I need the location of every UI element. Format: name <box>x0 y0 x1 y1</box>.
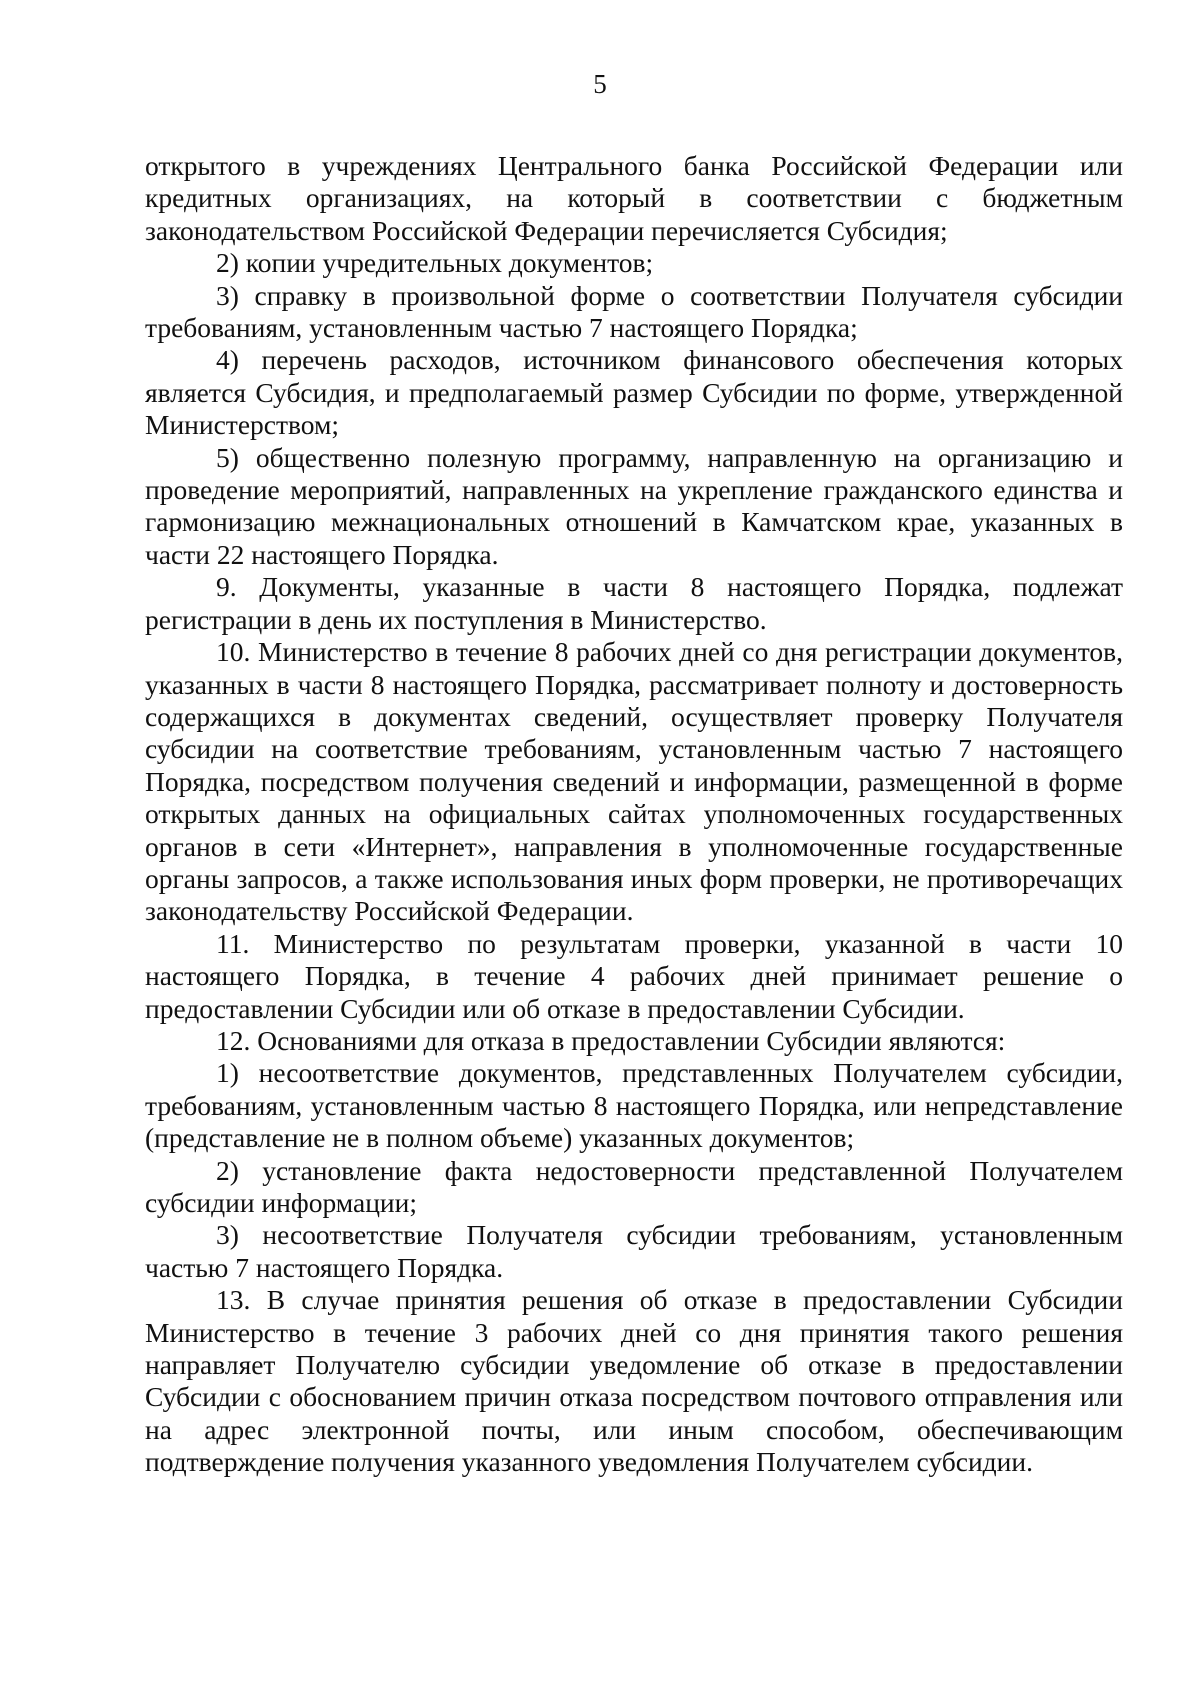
clause-12-item-1: 1) несоответствие документов, представленных Получателем субсидии, требованиям, установленным частью 8 настоящего Порядка, или непредставление (представление не в полном объеме) указанных документов; <box>145 1057 1123 1154</box>
list-item-2: 2) копии учредительных документов; <box>216 247 654 279</box>
clause-12-item-2: 2) установление факта недостоверности представленной Получателем субсидии информации; <box>145 1154 1123 1218</box>
list-item-5: 5) общественно полезную программу, направленную на организацию и проведение мероприятий, направленных на укрепление гражданского единства и гармонизацию межнациональных отношений в Камчатском крае, указанных в части 22 настоящего Порядка. <box>145 441 1123 570</box>
clause-13: 13. В случае принятия решения об отказе в предоставлении Субсидии Министерство в течение 3 рабочих дней со дня принятия такого решения направляет Получателю субсидии уведомление об отказе в предоставлении Субсидии с обоснованием причин отказа посредством почтового отправления или на адрес электронной почты, или иным способом, обеспечивающим подтверждение получения указанного уведомления Получателем субсидии. <box>145 1284 1123 1478</box>
clause-12: 12. Основаниями для отказа в предоставлении Субсидии являются: <box>216 1024 1006 1056</box>
document-body <box>145 150 1123 1479</box>
list-item-4: 4) перечень расходов, источником финансового обеспечения которых является Субсидия, и предполагаемый размер Субсидии по форме, утвержденной Министерством; <box>145 344 1123 441</box>
list-item-3: 3) справку в произвольной форме о соответствии Получателя субсидии требованиям, установленным частью 7 настоящего Порядка; <box>145 279 1123 344</box>
paragraph-continuation: открытого в учреждениях Центрального банка Российской Федерации или кредитных организациях, на который в соответствии с бюджетным законодательством Российской Федерации перечисляется Субсидия; <box>145 150 1123 246</box>
clause-10: 10. Министерство в течение 8 рабочих дней со дня регистрации документов, указанных в части 8 настоящего Порядка, рассматривает полноту и достоверность содержащихся в документах сведений, осуществляет проверку Получателя субсидии на соответствие требованиям, установленным частью 7 настоящего Порядка, посредством получения сведений и информации, размещенной в форме открытых данных на официальных сайтах уполномоченных государственных органов в сети «Интернет», направления в уполномоченные государственные органы запросов, а также использования иных форм проверки, не противоречащих законодательству Российской Федерации. <box>145 636 1123 927</box>
clause-9: 9. Документы, указанные в части 8 настоящего Порядка, подлежат регистрации в день их поступления в Министерство. <box>145 571 1123 635</box>
page-number: 5 <box>593 69 607 99</box>
clause-11: 11. Министерство по результатам проверки, указанной в части 10 настоящего Порядка, в течение 4 рабочих дней принимает решение о предоставлении Субсидии или об отказе в предоставлении Субсидии. <box>145 927 1123 1024</box>
clause-12-item-3: 3) несоответствие Получателя субсидии требованиям, установленным частью 7 настоящего Порядка. <box>145 1219 1123 1283</box>
